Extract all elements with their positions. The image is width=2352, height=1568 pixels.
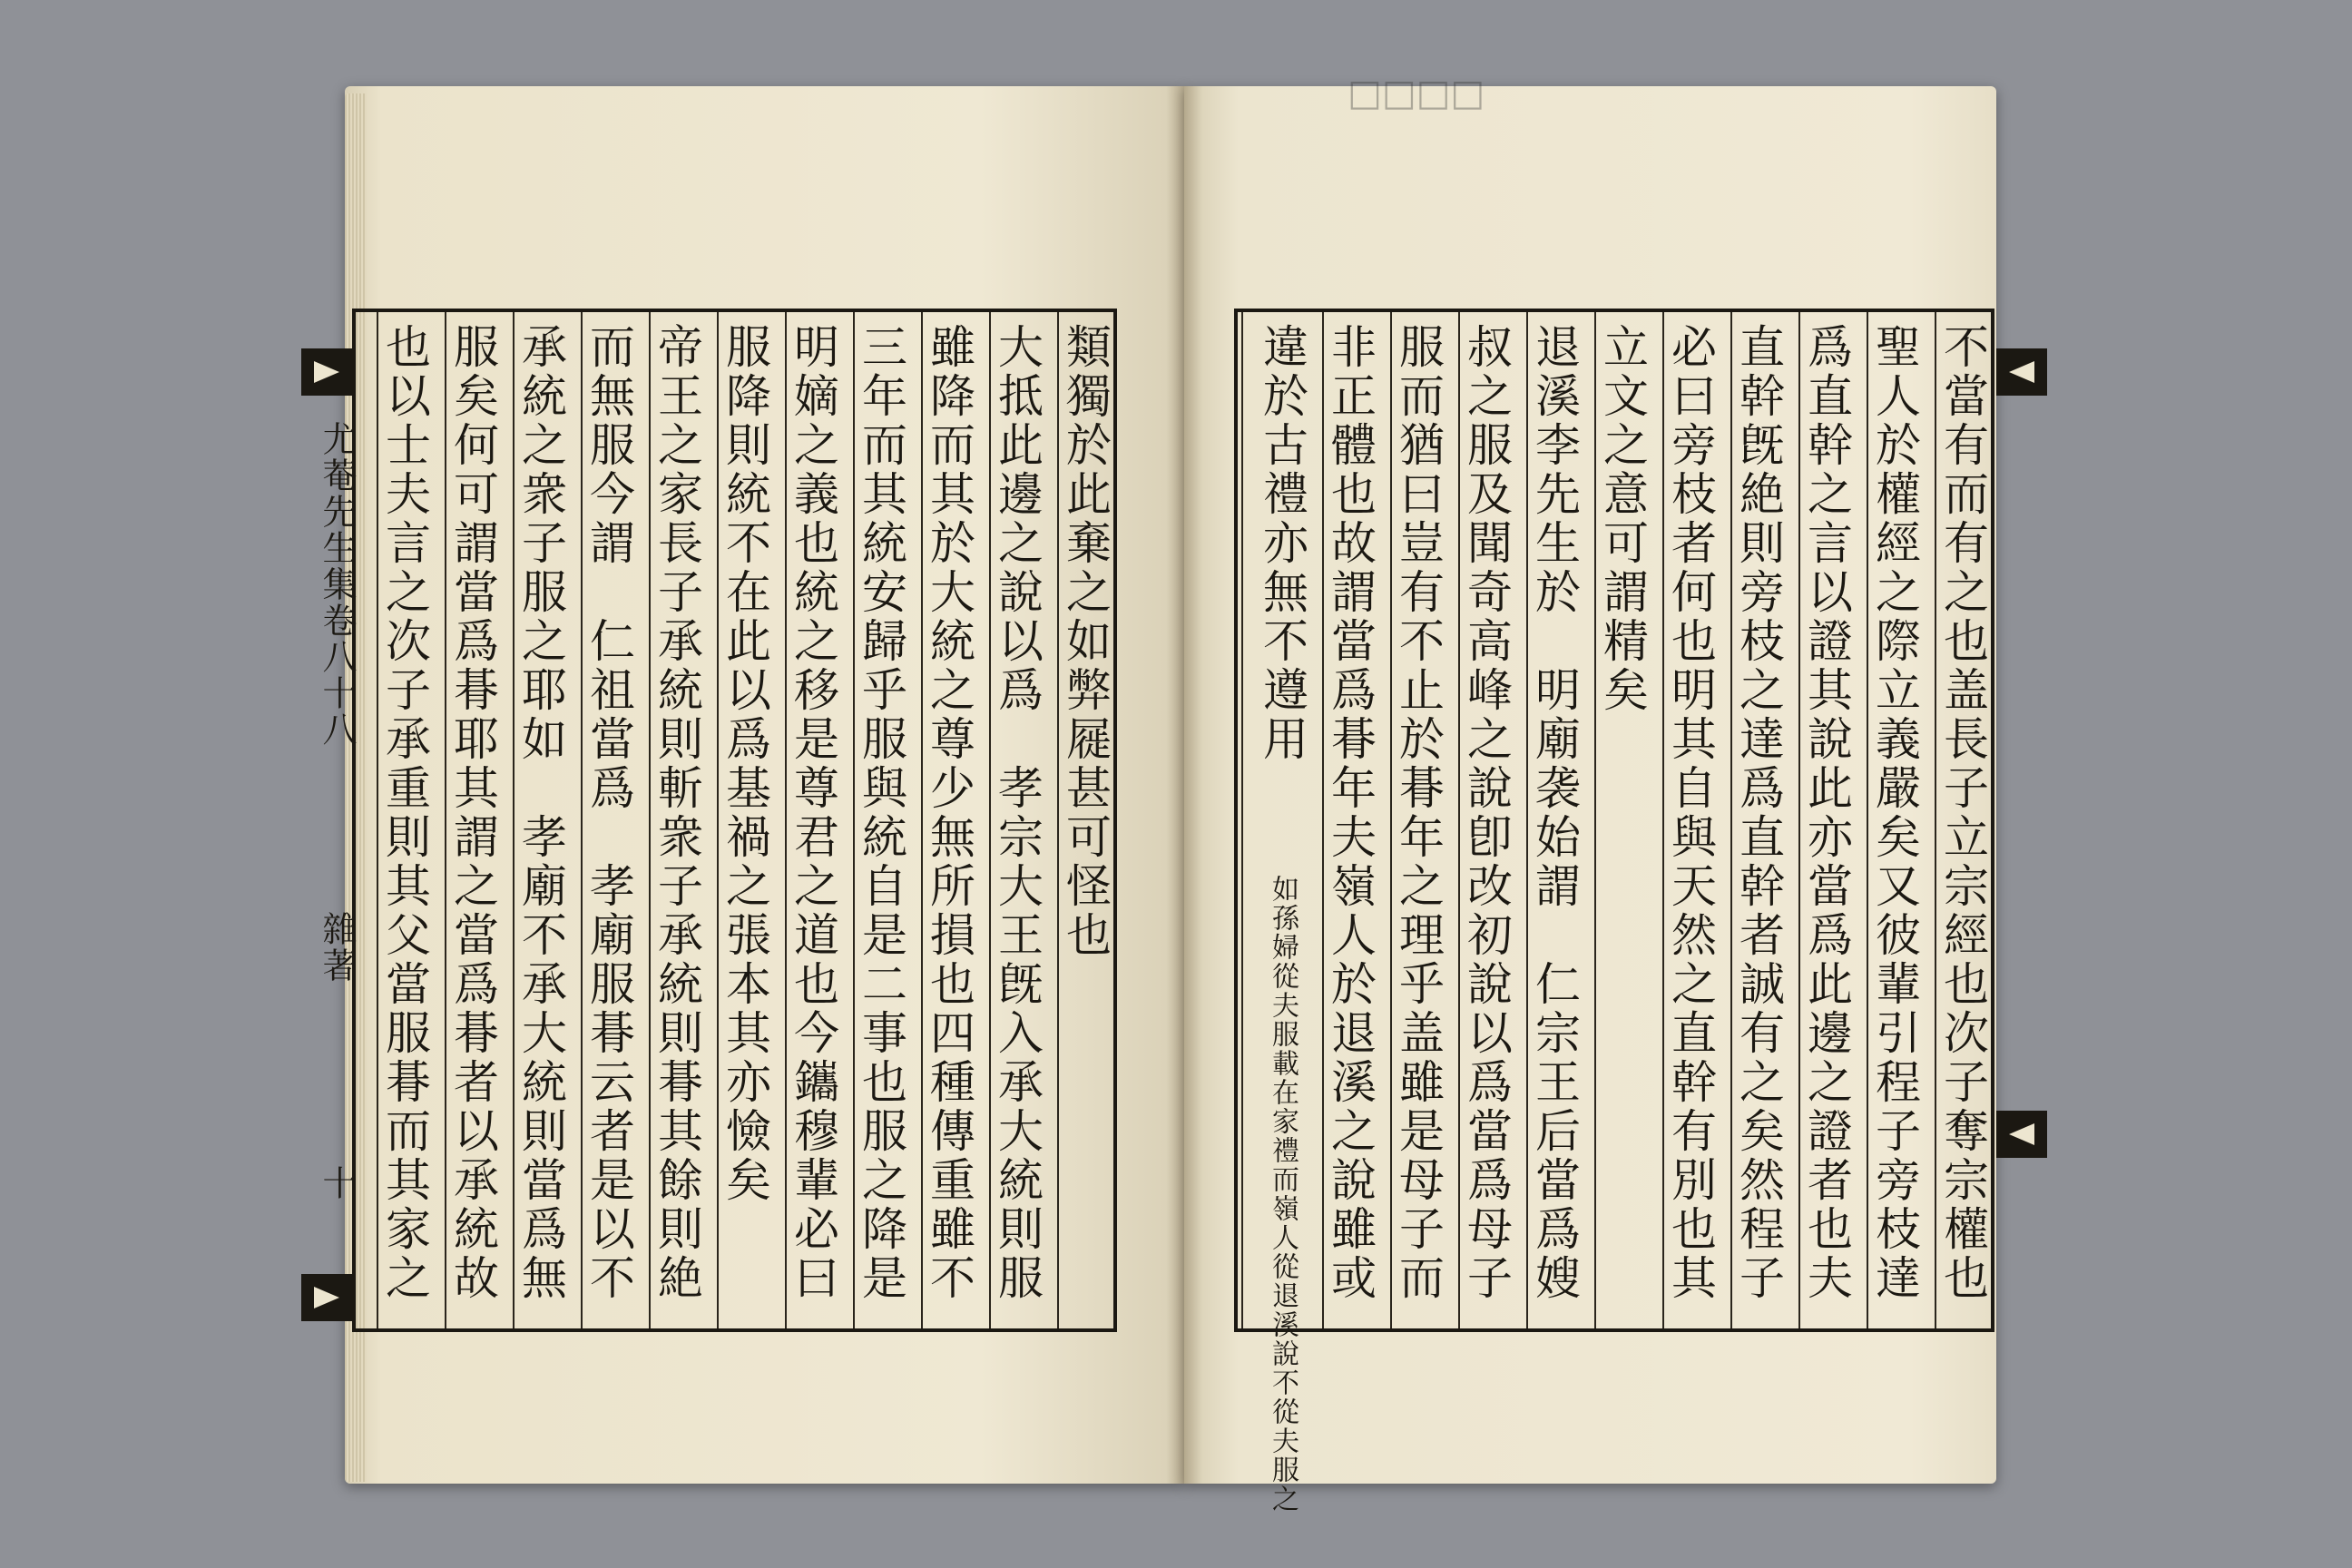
left-col-3: 雖降而其於大統之尊少無所損也四種傳重雖不 [921, 312, 977, 1328]
right-small-note: 如孫婦從夫服載在家禮而嶺人從退溪說不從夫服之 [1267, 875, 1298, 1514]
open-book [317, 77, 2014, 1514]
right-col-2: 聖人於權經之際立義嚴矣又彼輩引程子旁枝達 [1867, 312, 1923, 1328]
right-col-10: 非正體也故謂當爲朞年夫嶺人於退溪之說雖或 [1322, 312, 1378, 1328]
right-col-11-main: 違於古禮亦無不遵用 [1256, 323, 1308, 764]
right-col-1: 不當有而有之也盖長子立宗經也次子奪宗權也 [1935, 312, 1991, 1328]
left-col-6: 服降則統不在此以爲基禍之張本其亦憸矣 [717, 312, 773, 1328]
right-col-8: 叔之服及聞奇高峰之說卽改初說以爲當爲母子 [1458, 312, 1514, 1328]
gutter [1166, 86, 1202, 1484]
fish-tail-mark-bottom [301, 1274, 352, 1321]
left-print-frame [317, 309, 1117, 1332]
right-print-frame [1234, 309, 1994, 1514]
right-col-3: 爲直幹之言以證其說此亦當爲此邊之證者也夫 [1798, 312, 1855, 1328]
banxin-title: 尤菴先生集卷八十八 [317, 421, 357, 748]
left-col-10: 服矣何可謂當爲朞耶其謂之當爲朞者以承統故 [445, 312, 501, 1328]
left-col-4: 三年而其統安歸乎服與統自是二事也服之降是 [853, 312, 909, 1328]
left-col-9: 承統之衆子服之耶如 孝廟不承大統則當爲無 [513, 312, 569, 1328]
left-col-7: 帝王之家長子承統則斬衆子承統則朞其餘則絶 [649, 312, 705, 1328]
fish-tail-mark-right-bottom [1996, 1111, 2047, 1158]
left-col-1: 類獨於此棄之如弊屣甚可怪也 [1057, 312, 1113, 1328]
faint-bleed-text: □□□□ [1348, 77, 1485, 119]
fish-tail-mark-top [301, 348, 352, 396]
left-col-5: 明嫡之義也統之移是尊君之道也今鑴穆輩必曰 [785, 312, 841, 1328]
left-col-2: 大抵此邊之說以爲 孝宗大王旣入承大統則服 [989, 312, 1045, 1328]
right-col-6: 立文之意可謂精矣 [1594, 312, 1651, 1328]
fish-tail-mark-right-top [1996, 348, 2047, 396]
right-col-5: 必曰旁枝者何也明其自與天然之直幹有別也其 [1662, 312, 1719, 1328]
banxin-folio: 十 [317, 1165, 357, 1201]
right-col-7: 退溪李先生於 明廟袭始謂 仁宗王后當爲嫂 [1526, 312, 1583, 1328]
right-col-4: 直幹旣絶則旁枝之達爲直幹者誠有之矣然程子 [1730, 312, 1787, 1328]
left-col-8: 而無服今謂 仁祖當爲 孝廟服朞云者是以不 [581, 312, 637, 1328]
left-col-11: 也以士夫言之次子承重則其父當服朞而其家之 [377, 312, 433, 1328]
banxin-section: 雜著 [317, 911, 357, 984]
right-col-9: 服而猶曰豈有不止於朞年之理乎盖雖是母子而 [1390, 312, 1446, 1328]
